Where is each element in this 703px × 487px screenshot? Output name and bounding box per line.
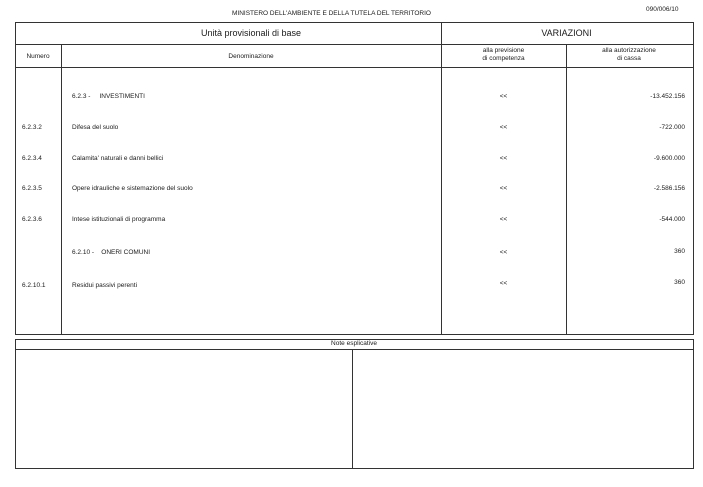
- row-cash: -9.600.000: [653, 155, 685, 162]
- row-competence: <<: [499, 249, 508, 256]
- row-cash: 360: [674, 279, 685, 286]
- row-cash: 360: [674, 248, 685, 255]
- row-name: Opere idrauliche e sistemazione del suolo: [72, 185, 193, 192]
- row-competence: <<: [499, 185, 508, 192]
- row-number: 6.2.3.4: [22, 155, 42, 162]
- row-competence: <<: [499, 124, 508, 131]
- row-number: 6.2.10.1: [22, 282, 46, 289]
- row-cash: -13.452.156: [650, 93, 685, 100]
- row-name: 6.2.3 - INVESTIMENTI: [72, 93, 145, 100]
- row-competence: <<: [499, 93, 508, 100]
- row-competence: <<: [499, 216, 508, 223]
- document-code: 090/006/10: [646, 6, 679, 13]
- row-cash: -2.586.156: [653, 185, 685, 192]
- row-number: 6.2.3.6: [22, 216, 42, 223]
- row-name: Calamita' naturali e danni bellici: [72, 155, 164, 162]
- notes-left-box: [16, 350, 352, 467]
- row-cash: -722.000: [659, 124, 685, 131]
- row-name: 6.2.10 - ONERI COMUNI: [72, 249, 151, 256]
- row-competence: <<: [499, 280, 508, 287]
- column-header-number: Numero: [26, 53, 50, 60]
- row-name: Residui passivi perenti: [72, 282, 138, 289]
- column-header-name: Denominazione: [228, 53, 274, 60]
- upb-heading: Unità provisionali di base: [200, 28, 302, 38]
- row-cash: -544.000: [659, 216, 685, 223]
- notes-heading: Note esplicative: [331, 340, 377, 347]
- notes-right-box: [353, 350, 692, 467]
- row-number: 6.2.3.2: [22, 124, 42, 131]
- row-competence: <<: [499, 155, 508, 162]
- variations-heading: VARIAZIONI: [541, 28, 592, 38]
- ministry-title: MINISTERO DELL'AMBIENTE E DELLA TUTELA DEL TERRITORIO: [232, 10, 431, 17]
- column-header-cash: alla autorizzazione di cassa: [602, 47, 656, 62]
- row-name: Intese istituzionali di programma: [72, 216, 166, 223]
- row-number: 6.2.3.5: [22, 185, 42, 192]
- column-header-competence: alla previsione di competenza: [482, 47, 525, 62]
- row-name: Difesa del suolo: [72, 124, 119, 131]
